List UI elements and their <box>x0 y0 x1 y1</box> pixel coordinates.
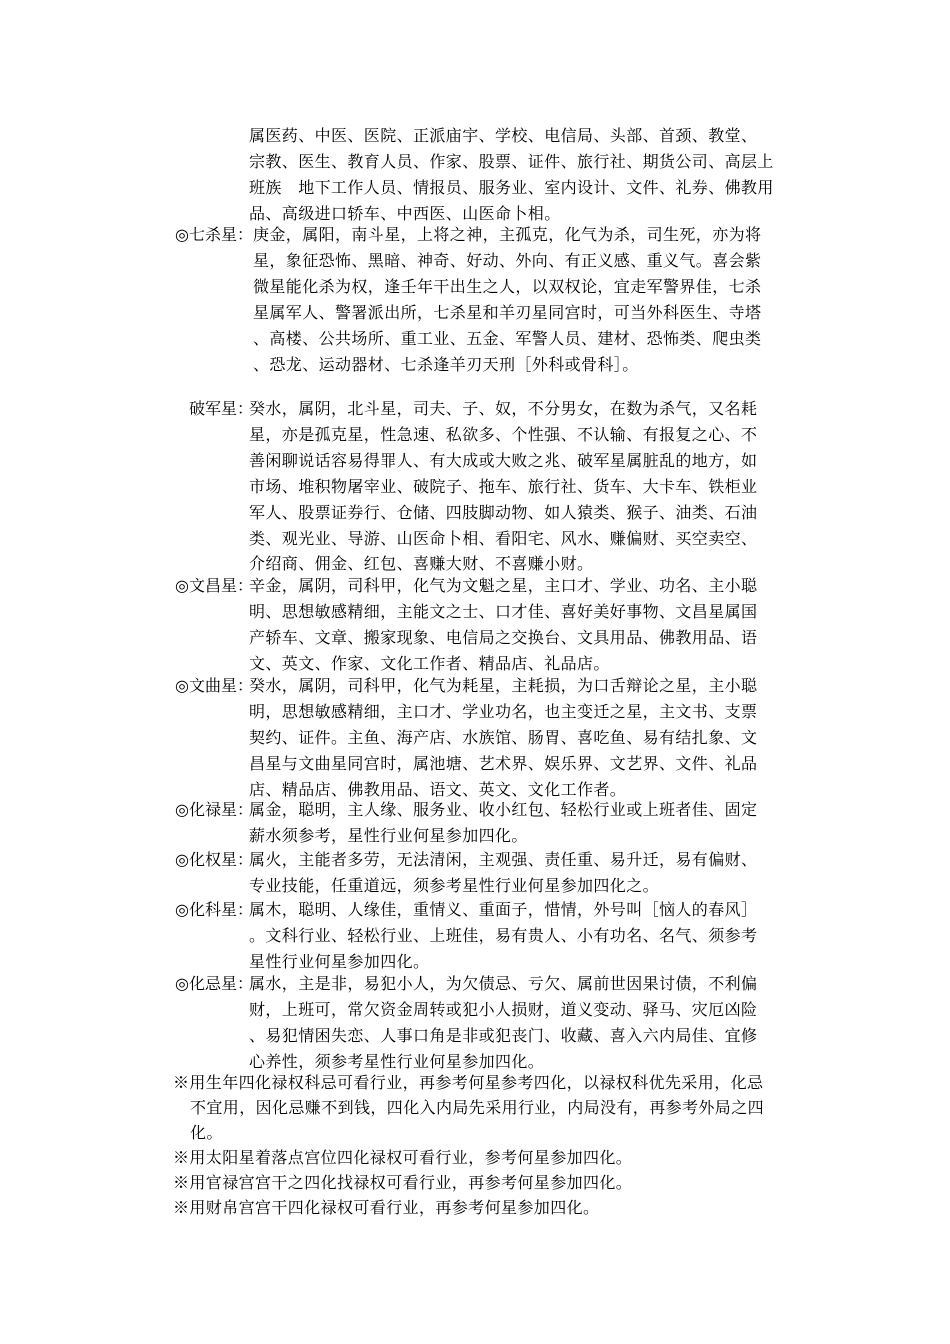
entry-line: 星性行业何星参加四化。 <box>249 951 430 971</box>
entry-line: 属火，主能者多劳，无法清闲，主观强、责任重、易升迁，易有偏财、 <box>249 850 758 869</box>
entry-label: ◎文曲星： <box>175 676 253 695</box>
entry-line: 市场、堆积物屠宰业、破院子、拖车、旅行社、货车、大卡车、铁柜业 <box>249 476 758 496</box>
entry-line: 昌星与文曲星同宫时，属池塘、艺术界、娱乐界、文艺界、文件、礼品 <box>249 753 758 773</box>
entry-line: 介绍商、佣金、红包、喜赚大财、不喜赚小财。 <box>249 554 594 574</box>
entry-line: 文、英文、作家、文化工作者、精品店、礼品店。 <box>249 653 610 673</box>
entry-line: 店、精品店、佛教用品、语文、英文、文化工作者。 <box>249 779 627 799</box>
note-line: ※用官禄宫宫干之四化找禄权可看行业，再参考何星参加四化。 <box>173 1173 633 1192</box>
entry-label: ◎化忌星： <box>175 974 253 993</box>
entry-line: 癸水，属阴，司科甲，化气为耗星，主耗损，为口舌辩论之星，主小聪 <box>249 676 758 695</box>
entry-line: 军人、股票证券行、仓储、四肢脚动物、如人猿类、猴子、油类、石油 <box>249 502 758 522</box>
intro-line: 品、高级进口轿车、中西医、山医命卜相。 <box>249 203 561 223</box>
entry-line: 薪水须参考，星性行业何星参加四化。 <box>249 825 528 845</box>
entry-line: 契约、证件。主鱼、海产店、水族馆、肠胃、喜吃鱼、易有结扎象、文 <box>249 727 758 747</box>
entry-label: ◎化权星： <box>175 850 253 869</box>
entry-line: 财，上班可，常欠资金周转或犯小人损财，道义变动、驿马、灾厄凶险 <box>249 999 758 1019</box>
intro-line: 班族 地下工作人员、情报员、服务业、室内设计、文件、礼券、佛教用 <box>249 177 774 197</box>
entry-line: 癸水，属阴，北斗星，司夫、子、奴，不分男女，在数为杀气，又名耗 <box>249 399 758 418</box>
entry-line: 。文科行业、轻松行业、上班佳，易有贵人、小有功名、名气、须参考 <box>249 925 758 945</box>
entry-line: 类、观光业、导游、山医命卜相、看阳宅、风水、赚偏财、买空卖空、 <box>249 528 758 548</box>
entry-line: 、易犯情困失恋、人事口角是非或犯丧门、收藏、喜入六内局佳、宜修 <box>249 1025 758 1045</box>
entry-line: 辛金，属阴，司科甲，化气为文魁之星，主口才、学业、功名、主小聪 <box>249 576 758 595</box>
note-line: ※用太阳星着落点宫位四化禄权可看行业，参考何星参加四化。 <box>173 1148 633 1167</box>
entry-line: 善闲聊说话容易得罪人、有大成或大败之兆、破军星属脏乱的地方，如 <box>249 450 758 470</box>
entry-label: ◎七杀星： <box>175 225 253 244</box>
entry-line: 星，亦是孤克星，性急速、私欲多、个性强、不认输、有报复之心、不 <box>249 424 758 444</box>
note-line: 化。 <box>190 1123 223 1142</box>
entry-label: ◎化科星： <box>175 900 253 919</box>
entry-line: 心养性，须参考星性行业何星参加四化。 <box>249 1051 545 1071</box>
entry-line: 、高楼、公共场所、重工业、五金、军警人员、建材、恐怖类、爬虫类 <box>253 328 762 348</box>
note-line: ※用财帛宫宫干四化禄权可看行业，再参考何星参加四化。 <box>173 1198 600 1217</box>
entry-line: 属水，主是非，易犯小人，为欠债忌、亏欠、属前世因果讨债，不利偏 <box>249 974 758 993</box>
note-line: 不宜用，因化忌赚不到钱，四化入内局先采用行业，内局没有，再参考外局之四 <box>190 1098 765 1117</box>
note-line: ※用生年四化禄权科忌可看行业，再参考何星参考四化，以禄权科优先采用，化忌 <box>173 1073 764 1092</box>
entry-line: 明，思想敏感精细，主口才、学业功名，也主变迁之星，主文书、支票 <box>249 701 758 721</box>
entry-line: 、恐龙、运动器材、七杀逢羊刃天刑［外科或骨科］。 <box>253 354 639 374</box>
entry-line: 专业技能，任重道远，须参考星性行业何星参加四化之。 <box>249 875 660 895</box>
entry-label: ◎文昌星： <box>175 576 253 595</box>
entry-line: 微星能化杀为权，逢壬年干出生之人，以双权论，宜走军警界佳，七杀 <box>253 276 762 296</box>
entry-line: 庚金，属阳，南斗星，上将之神，主孤克，化气为杀，司生死，亦为将 <box>253 225 762 244</box>
entry-line: 属金，聪明，主人缘、服务业、收小红包、轻松行业或上班者佳、固定 <box>249 800 758 819</box>
entry-label: 破军星： <box>188 399 253 418</box>
entry-line: 星属军人、警署派出所，七杀星和羊刃星同宫时，可当外科医生、寺塔 <box>253 302 762 322</box>
entry-line: 属木，聪明、人缘佳，重情义、重面子，惜情，外号叫［恼人的春风］ <box>249 900 758 919</box>
entry-line: 星，象征恐怖、黑暗、神奇、好动、外向、有正义感、重义气。喜会紫 <box>253 250 762 270</box>
intro-line: 属医药、中医、医院、正派庙宇、学校、电信局、头部、首颈、教堂、 <box>249 126 758 145</box>
entry-line: 明、思想敏感精细，主能文之士、口才佳、喜好美好事物、文昌星属国 <box>249 601 758 621</box>
entry-line: 产轿车、文章、搬家现象、电信局之交换台、文具用品、佛教用品、语 <box>249 627 758 647</box>
entry-label: ◎化禄星： <box>175 800 253 819</box>
intro-line: 宗教、医生、教育人员、作家、股票、证件、旅行社、期货公司、高层上 <box>249 151 774 171</box>
